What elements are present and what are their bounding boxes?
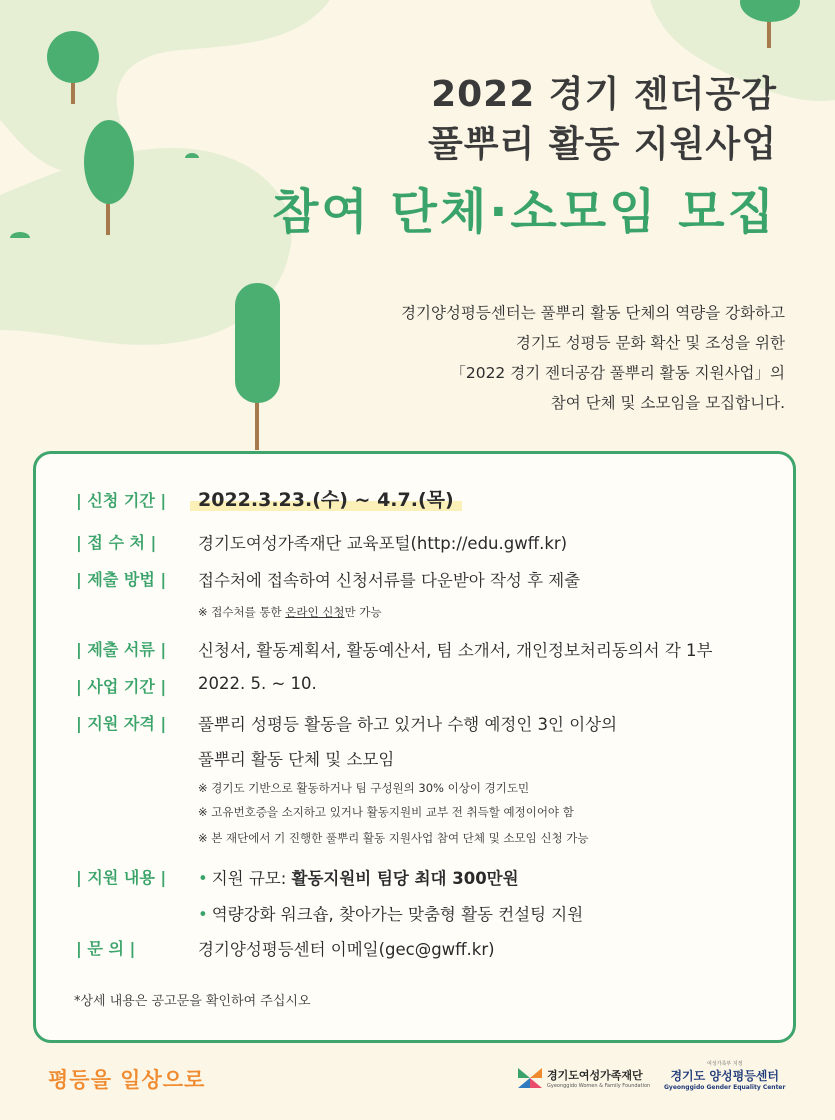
period-label: | 신청 기간 |	[76, 491, 167, 510]
method-label: | 제출 방법 |	[76, 570, 167, 589]
inquiry-label: | 문 의 |	[76, 939, 136, 958]
method-note	[198, 604, 381, 620]
intro-line-4: 참여 단체 및 소모임을 모집합니다.	[550, 394, 785, 412]
reception-value: 경기도여성가족재단 교육포털(http://edu.gwff.kr)	[198, 534, 568, 553]
support-line-1-amount: 활동지원비 팀당 최대 300만원	[291, 869, 519, 888]
documents-value: 신청서, 활동계획서, 활동예산서, 팀 소개서, 개인정보처리동의서 각 1부	[198, 641, 713, 660]
support-line-2	[198, 901, 583, 925]
title-line-1: 2022 경기 젠더공감	[431, 74, 777, 115]
support-line-2-text: 역량강화 워크숍, 찾아가는 맞춤형 활동 컨설팅 지원	[211, 905, 584, 924]
title-main-heading: 참여 단체·소모임 모집	[272, 184, 777, 240]
gwff-logo-icon	[518, 1066, 542, 1090]
eligibility-line-2: 풀뿌리 활동 단체 및 소모임	[198, 750, 395, 769]
support-line-1-prefix: 지원 규모:	[211, 869, 292, 888]
bullet-icon: •	[198, 905, 208, 924]
eligibility-note-2: ※ 고유번호증을 소지하고 있거나 활동지원비 교부 전 취득할 예정이어야 함	[198, 805, 574, 819]
gec-name: 경기도 양성평등센터	[670, 1069, 779, 1083]
bullet-icon: •	[198, 869, 208, 888]
gwff-name-en: Gyeonggido Women & Family Foundation	[547, 1083, 651, 1089]
gec-logo	[664, 1060, 785, 1091]
method-note-underline: 온라인 신청	[285, 605, 345, 619]
documents-label: | 제출 서류 |	[76, 640, 167, 659]
method-note-suffix: 만 가능	[344, 605, 382, 619]
footnote: *상세 내용은 공고문을 확인하여 주십시오	[74, 994, 311, 1009]
inquiry-value: 경기양성평등센터 이메일(gec@gwff.kr)	[198, 940, 495, 959]
eligibility-note-3: ※ 본 재단에서 기 진행한 풀뿌리 활동 지원사업 참여 단체 및 소모임 신청 가능	[198, 831, 589, 845]
eligibility-label: | 지원 자격 |	[76, 714, 167, 733]
gec-designation: 여성가족부 지정	[707, 1061, 743, 1067]
period-value	[198, 485, 462, 512]
eligibility-line-1: 풀뿌리 성평등 활동을 하고 있거나 수행 예정인 3인 이상의	[198, 715, 618, 734]
slogan-logo: 평등을 일상으로	[48, 1068, 206, 1092]
project-period-value: 2022. 5. ~ 10.	[198, 674, 317, 693]
header	[272, 70, 777, 242]
title-line-2: 풀뿌리 활동 지원사업	[427, 124, 777, 165]
support-label: | 지원 내용 |	[76, 868, 167, 887]
period-highlight: 2022.3.23.(수) ~ 4.7.(목)	[190, 489, 462, 511]
intro-line-2: 경기도 성평등 문화 확산 및 조성을 위한	[515, 334, 785, 352]
intro-line-3: 「2022 경기 젠더공감 풀뿌리 활동 지원사업」의	[450, 364, 785, 382]
intro-line-1: 경기양성평등센터는 풀뿌리 활동 단체의 역량을 강화하고	[401, 304, 785, 322]
gec-name-en: Gyeonggido Gender Equality Center	[664, 1084, 786, 1091]
gwff-name: 경기도여성가족재단	[547, 1069, 643, 1082]
reception-label: | 접 수 처 |	[76, 533, 157, 552]
support-line-1	[198, 865, 519, 889]
tree-capsule-center	[235, 283, 280, 450]
method-value: 접수처에 접속하여 신청서류를 다운받아 작성 후 제출	[198, 571, 581, 590]
gwff-logo	[518, 1066, 650, 1090]
details-card	[33, 451, 796, 1043]
method-note-prefix: ※ 접수처를 통한	[198, 605, 286, 619]
eligibility-note-1: ※ 경기도 기반으로 활동하거나 팀 구성원의 30% 이상이 경기도민	[198, 781, 530, 795]
project-period-label: | 사업 기간 |	[76, 677, 167, 696]
intro-paragraph	[401, 298, 785, 418]
